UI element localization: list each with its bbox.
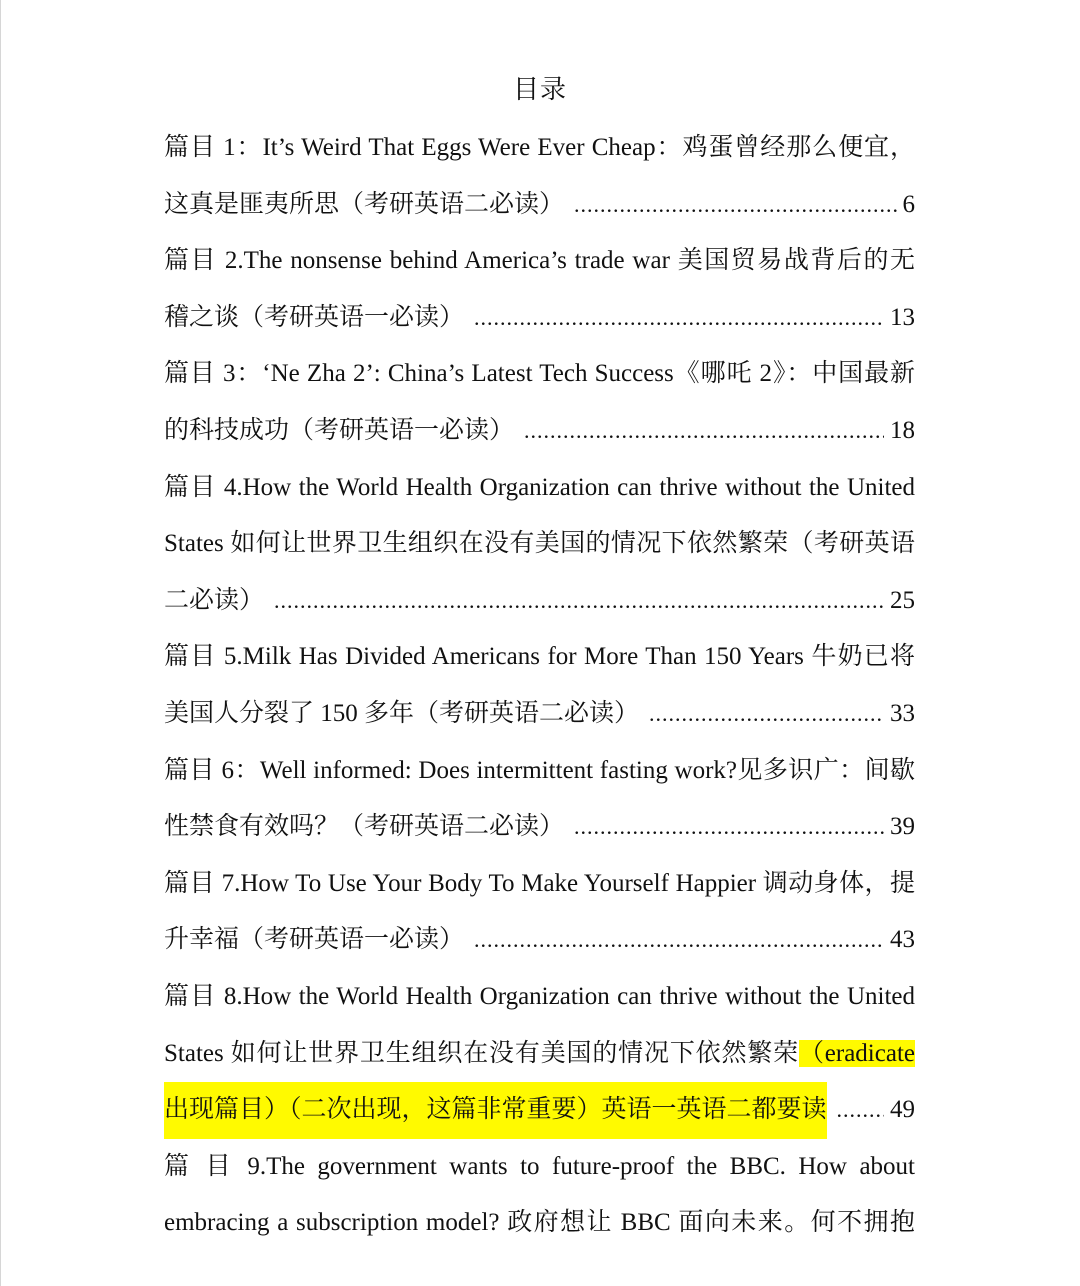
toc-entry-last-line bbox=[164, 177, 915, 234]
page-number: 33 bbox=[890, 699, 915, 727]
toc-entry-last-line bbox=[164, 290, 915, 347]
dot-leader bbox=[574, 177, 896, 234]
page-number: 49 bbox=[890, 1096, 915, 1124]
toc-entry-line: 篇目 3：‘Ne Zha 2’: China’s Latest Tech Success《哪吒 2》：中国最新 bbox=[164, 360, 915, 388]
toc-entry-line: 篇目 5.Milk Has Divided Americans for More Than 150 Years 牛奶已将 bbox=[164, 643, 915, 671]
toc-entry-text: 这真是匪夷所思（考研英语二必读） bbox=[164, 190, 565, 218]
toc-entry-1[interactable] bbox=[164, 120, 915, 233]
table-of-contents bbox=[164, 120, 915, 1252]
toc-entry-line: 篇目 1：It’s Weird That Eggs Were Ever Cheap：鸡蛋曾经那么便宜， bbox=[164, 134, 915, 161]
toc-entry-text: 升幸福（考研英语一必读） bbox=[164, 926, 465, 954]
toc-entry-last-line bbox=[164, 799, 915, 856]
highlighted-text: （eradicate bbox=[798, 1039, 915, 1067]
dot-leader bbox=[837, 1082, 884, 1139]
dot-leader bbox=[524, 403, 884, 460]
dot-leader bbox=[574, 799, 884, 856]
toc-entry-text: 美国人分裂了 150 多年（考研英语二必读） bbox=[164, 699, 640, 727]
toc-entry-line: 篇 目 9.The government wants to future-proof the BBC. How about bbox=[164, 1152, 915, 1180]
toc-entry-line bbox=[164, 1026, 915, 1083]
page-number: 6 bbox=[902, 190, 915, 218]
toc-entry-line: embracing a subscription model? 政府想让 BBC 面向未来。何不拥抱 bbox=[164, 1209, 915, 1237]
toc-entry-2[interactable] bbox=[164, 233, 915, 346]
toc-entry-text: 的科技成功（考研英语一必读） bbox=[164, 416, 515, 444]
toc-entry-3[interactable] bbox=[164, 346, 915, 459]
dot-leader bbox=[474, 290, 884, 347]
highlighted-text: 出现篇目）（二次出现，这篇非常重要）英语一英语二都要读 bbox=[164, 1082, 827, 1139]
toc-entry-7[interactable] bbox=[164, 856, 915, 969]
toc-entry-4[interactable] bbox=[164, 460, 915, 630]
toc-entry-text: 二必读） bbox=[164, 586, 265, 614]
toc-entry-last-line bbox=[164, 686, 915, 743]
toc-entry-line: 篇目 4.How the World Health Organization can thrive without the United bbox=[164, 473, 915, 501]
page-number: 39 bbox=[890, 813, 915, 841]
toc-entry-last-line bbox=[164, 403, 915, 460]
toc-entry-6[interactable] bbox=[164, 743, 915, 856]
dot-leader bbox=[649, 686, 884, 743]
toc-entry-line: 篇目 7.How To Use Your Body To Make Yourself Happier 调动身体，提 bbox=[164, 869, 915, 897]
toc-entry-9[interactable] bbox=[164, 1139, 915, 1252]
page-number: 13 bbox=[890, 303, 915, 331]
dot-leader bbox=[274, 573, 884, 630]
page-number: 25 bbox=[890, 586, 915, 614]
toc-entry-text: 稽之谈（考研英语一必读） bbox=[164, 303, 465, 331]
dot-leader bbox=[474, 912, 884, 969]
toc-entry-last-line bbox=[164, 573, 915, 630]
page-number: 18 bbox=[890, 416, 915, 444]
toc-entry-line: 篇目 6：Well informed: Does intermittent fasting work?见多识广：间歇 bbox=[164, 756, 915, 784]
toc-entry-8[interactable] bbox=[164, 969, 915, 1139]
toc-entry-text: 性禁食有效吗？（考研英语二必读） bbox=[164, 813, 565, 841]
toc-entry-line: States 如何让世界卫生组织在没有美国的情况下依然繁荣（考研英语 bbox=[164, 530, 915, 558]
toc-entry-line: 篇目 2.The nonsense behind America’s trade war 美国贸易战背后的无 bbox=[164, 247, 915, 275]
toc-entry-5[interactable] bbox=[164, 629, 915, 742]
toc-entry-line: 篇目 8.How the World Health Organization can thrive without the United bbox=[164, 982, 915, 1010]
toc-title: 目录 bbox=[512, 75, 567, 104]
toc-entry-last-line bbox=[164, 1082, 915, 1139]
toc-entry-last-line bbox=[164, 912, 915, 969]
page-number: 43 bbox=[890, 926, 915, 954]
toc-entry-text: States 如何让世界卫生组织在没有美国的情况下依然繁荣 bbox=[164, 1039, 799, 1067]
